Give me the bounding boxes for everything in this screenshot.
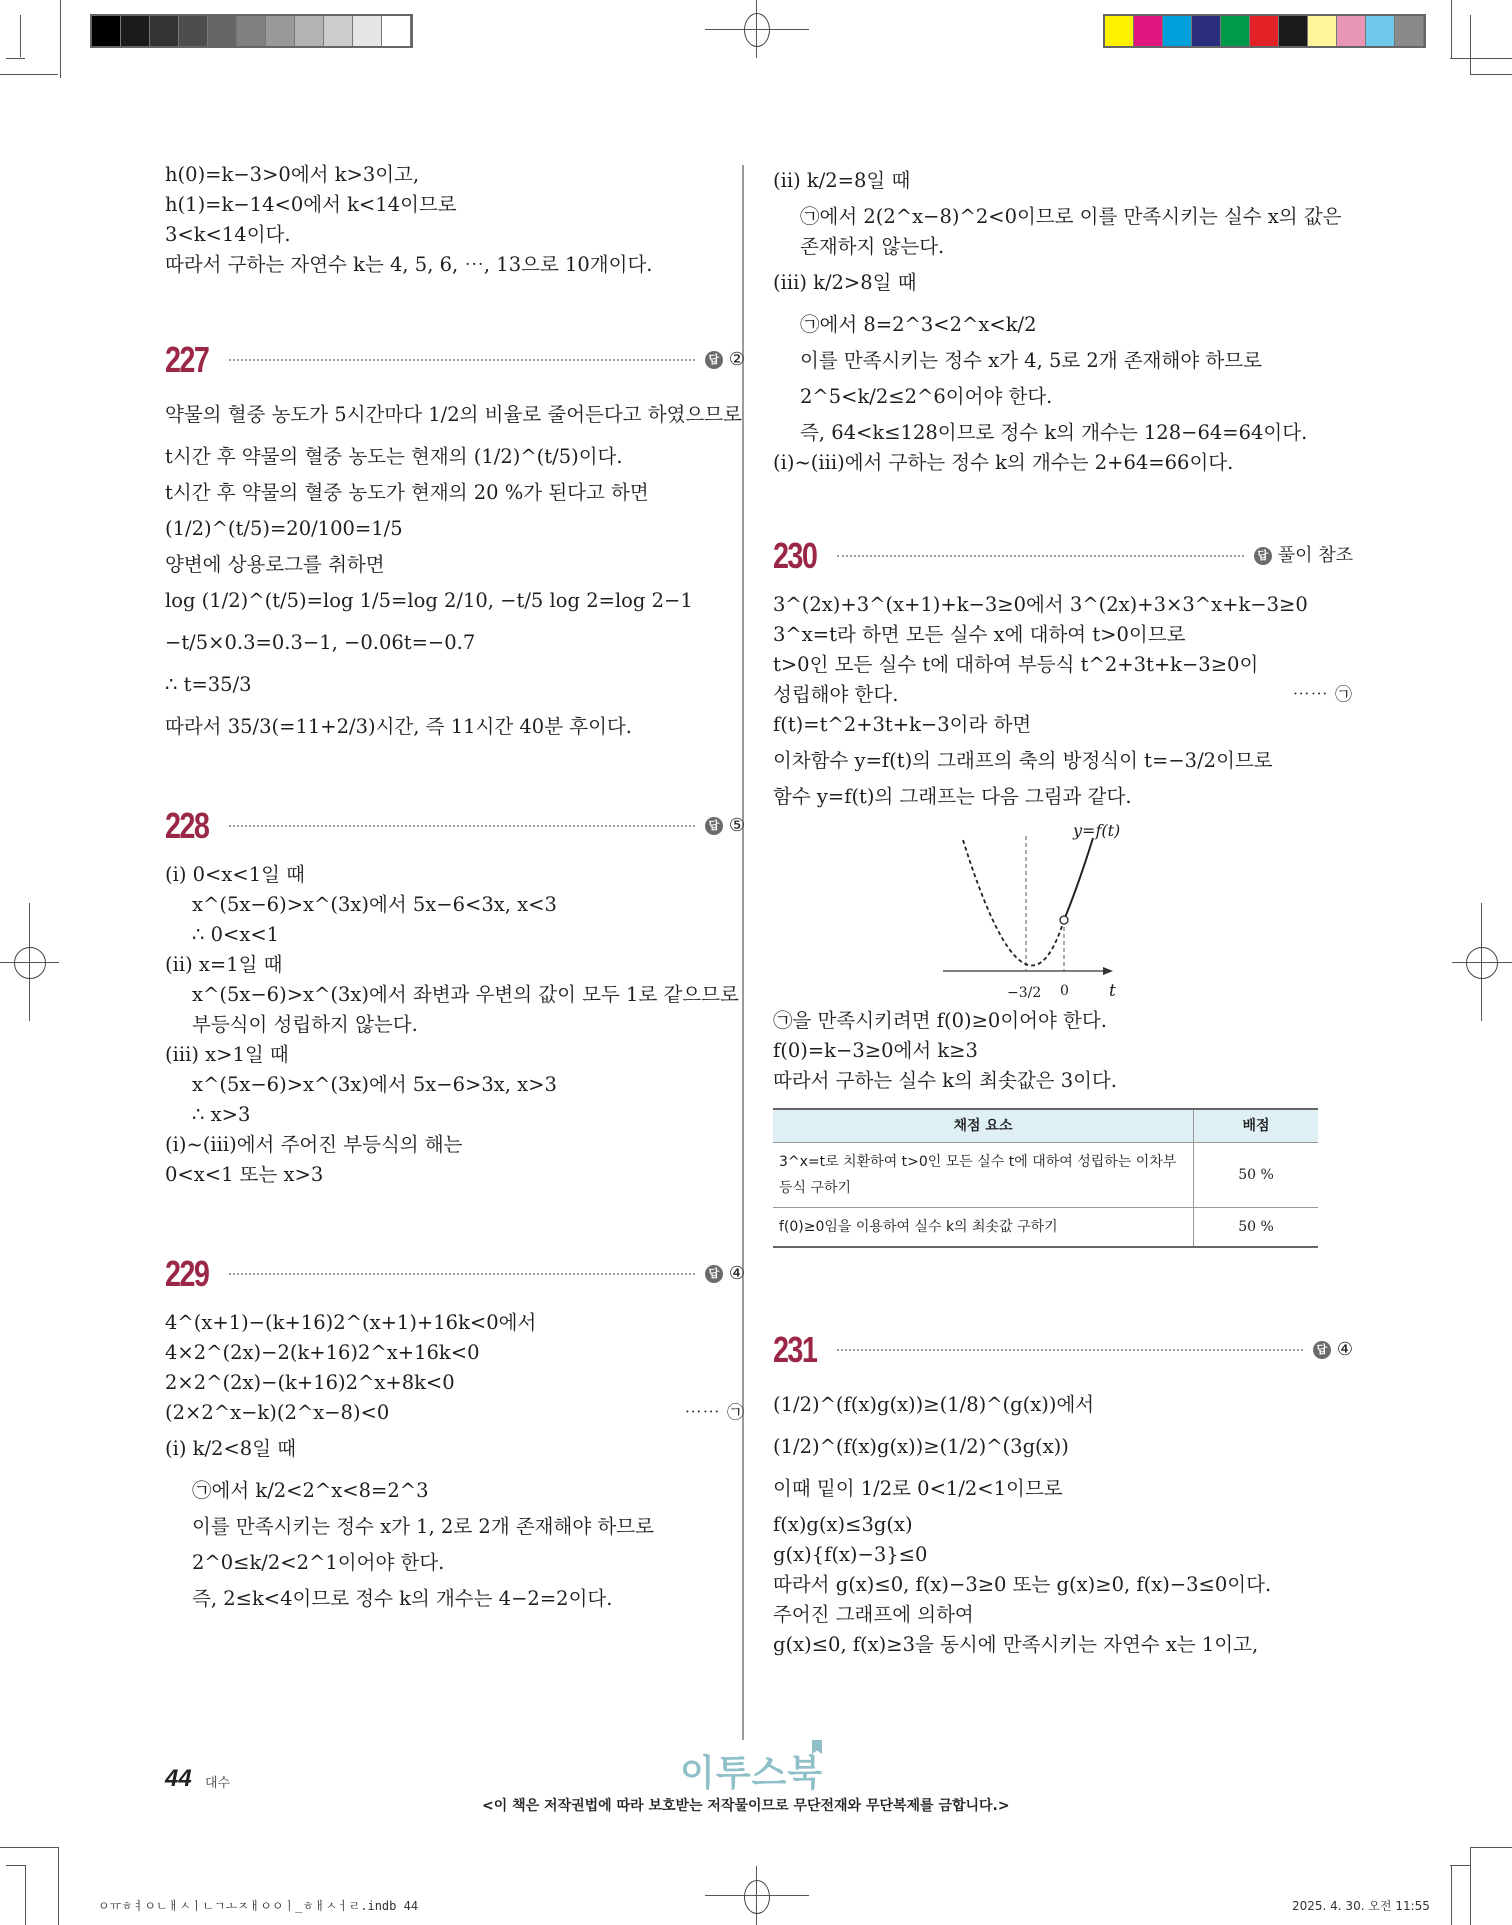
registration-circle [744,13,770,47]
text-line: t시간 후 약물의 혈중 농도가 현재의 20 %가 된다고 하면 [165,481,649,504]
crop-mark [1450,58,1512,59]
problem-number: 230 [773,535,817,576]
right-column [773,160,1353,1660]
color-swatch [1366,16,1395,46]
color-swatch [1250,16,1279,46]
text-line [773,680,1353,710]
tick-label-origin: 0 [1060,983,1069,999]
color-swatch [1279,16,1308,46]
solution-227 [165,394,745,748]
solution-229-continued [773,160,1353,478]
answer-value: ⑤ [728,815,745,836]
color-swatch [353,16,382,46]
solution-228 [165,860,745,1190]
text-line: 따라서 35/3(=11+2/3)시간, 즉 11시간 40분 후이다. [165,715,632,738]
math-line: g(x){f(x)−3}≤0 [773,1543,928,1566]
color-swatch [1192,16,1221,46]
crop-mark [6,58,25,59]
math-line: f(x)g(x)≤3g(x) [773,1513,913,1536]
dotted-leader [837,1349,1303,1351]
page-number: 44 [165,1765,192,1792]
math-line: 4^(x+1)−(k+16)2^(x+1)+16k<0에서 [165,1311,537,1334]
math-line: ㉠에서 2(2^x−8)^2<0이므로 이를 만족시키는 실수 x의 값은 [800,205,1342,228]
case-heading: (iii) x>1일 때 [165,1043,289,1066]
text-line: t>0인 모든 실수 t에 대하여 부등식 t^2+3t+k−3≥0이 [773,653,1259,676]
math-line: ㉠에서 k/2<2^x<8=2^3 [192,1479,429,1502]
math-line: −t/5×0.3=0.3−1, −0.06t=−0.7 [165,631,476,654]
left-column [165,160,745,1614]
crop-mark [1450,1865,1470,1866]
math-line: 0<x<1 또는 x>3 [165,1163,324,1186]
text-line: 이를 만족시키는 정수 x가 4, 5로 2개 존재해야 하므로 [800,349,1262,372]
math-line: 2^5<k/2≤2^6이어야 한다. [800,385,1053,408]
answer-badge [1313,1335,1353,1365]
text-line: 3<k<14이다. [165,223,291,246]
file-name: ㅇㅠㅎㅕㅇㄴㅐㅅㅣㄴㄱㅗㅈㅐㅇㅇㅣ_ㅎㅐㅅㅓㄹ.indb 44 [98,1899,419,1913]
text-line: 3^x=t라 하면 모든 실수 x에 대하여 t>0이므로 [773,623,1186,646]
text-line: 존재하지 않는다. [800,235,945,258]
color-swatch [179,16,208,46]
column-header: 채점 요소 [773,1109,1194,1143]
color-swatch [208,16,237,46]
color-swatch [150,16,179,46]
color-calibration-bar [1103,14,1426,48]
answer-badge [705,811,745,841]
math-line: log (1/2)^(t/5)=log 1/5=log 2/10, −t/5 log 2=log 2−1 [165,589,693,612]
text-line: ㉠을 만족시키려면 f(0)≥0이어야 한다. [773,1009,1107,1032]
math-line [165,1398,745,1428]
crop-mark [1470,1847,1471,1925]
problem-number: 227 [165,339,209,380]
crop-mark [1470,1847,1512,1848]
math-line: x^(5x−6)>x^(3x)에서 5x−6<3x, x<3 [192,893,557,916]
problem-header-228 [165,798,745,854]
answer-value: ④ [1336,1339,1353,1360]
math-line: (1/2)^(t/5)=20/100=1/5 [165,517,403,540]
answer-icon: 답 [705,817,723,835]
dotted-leader [229,359,695,361]
math-line: ∴ x>3 [192,1103,251,1126]
text-line: 즉, 2≤k<4이므로 정수 k의 개수는 4−2=2이다. [192,1587,613,1610]
answer-value: ② [728,349,745,370]
math-line: x^(5x−6)>x^(3x)에서 5x−6>3x, x>3 [192,1073,557,1096]
math-line: f(t)=t^2+3t+k−3이라 하면 [773,713,1032,736]
text-line: 주어진 그래프에 의하여 [773,1603,974,1626]
answer-badge [705,345,745,375]
case-heading: (ii) x=1일 때 [165,953,283,976]
text-line: 따라서 구하는 실수 k의 최솟값은 3이다. [773,1069,1117,1092]
math-line: x^(5x−6)>x^(3x)에서 좌변과 우변의 값이 모두 1로 같으므로 [192,983,739,1006]
text-line: 이때 밑이 1/2로 0<1/2<1이므로 [773,1477,1063,1500]
math-line: f(0)=k−3≥0에서 k≥3 [773,1039,978,1062]
previous-solution-continuation [165,160,745,280]
math-line: 4×2^(2x)−2(k+16)2^x+16k<0 [165,1341,480,1364]
publisher-watermark: 이투스북 [680,1753,824,1794]
problem-number: 229 [165,1253,209,1294]
text-line: 이를 만족시키는 정수 x가 1, 2로 2개 존재해야 하므로 [192,1515,654,1538]
equation: (2×2^x−k)(2^x−8)<0 [165,1401,390,1424]
answer-value: ④ [728,1263,745,1284]
crop-mark [60,0,61,78]
answer-badge [705,1259,745,1289]
crop-mark [20,15,21,57]
dotted-leader [229,825,695,827]
problem-header-229 [165,1246,745,1302]
color-swatch [121,16,150,46]
dotted-leader [837,555,1244,557]
text-line: 즉, 64<k≤128이므로 정수 k의 개수는 128−64=64이다. [800,421,1308,444]
points-cell: 50 % [1194,1208,1319,1248]
answer-icon: 답 [1313,1341,1331,1359]
color-swatch [1221,16,1250,46]
crop-mark [25,1865,26,1925]
color-swatch [1105,16,1134,46]
copyright-notice: <이 책은 저작권법에 따라 보호받는 저작물이므로 무단전재와 무단복제를 금합니다.> [482,1798,1010,1814]
math-line: ∴ 0<x<1 [192,923,280,946]
crop-mark [6,1865,25,1866]
text-line: h(0)=k−3>0에서 k>3이고, [165,163,420,186]
text-line: (i)~(iii)에서 구하는 정수 k의 개수는 2+64=66이다. [773,451,1234,474]
sentence: 성립해야 한다. [773,683,899,706]
problem-header-227 [165,332,745,388]
answer-icon: 답 [705,351,723,369]
answer-badge [1254,541,1353,571]
math-line: (1/2)^(f(x)g(x))≥(1/8)^(g(x))에서 [773,1393,1095,1416]
x-axis-label: t [1109,981,1116,1001]
color-swatch [1337,16,1366,46]
color-swatch [1134,16,1163,46]
case-heading: (iii) k/2>8일 때 [773,271,917,294]
color-swatch [1308,16,1337,46]
column-header: 배점 [1194,1109,1319,1143]
solution-231 [773,1384,1353,1660]
color-swatch [266,16,295,46]
color-swatch [324,16,353,46]
text-line: h(1)=k−14<0에서 k<14이므로 [165,193,457,216]
math-line: ∴ t=35/3 [165,673,252,696]
text-line: g(x)≤0, f(x)≥3을 동시에 만족시키는 자연수 x는 1이고, [773,1633,1259,1656]
crop-mark [58,1847,59,1925]
text-line: 부등식이 성립하지 않는다. [192,1013,418,1036]
math-line: (1/2)^(f(x)g(x))≥(1/2)^(3g(x)) [773,1435,1069,1458]
text-line: 약물의 혈중 농도가 5시간마다 1/2의 비율로 줄어든다고 하였으므로 [165,403,742,426]
answer-icon: 답 [1254,547,1272,565]
equation-marker: ⋯⋯ ㉠ [1292,685,1353,705]
problem-number: 231 [773,1329,817,1370]
registration-circle [14,947,46,979]
text-line: 이차함수 y=f(t)의 그래프의 축의 방정식이 t=−3/2이므로 [773,749,1273,772]
math-line: 3^(2x)+3^(x+1)+k−3≥0에서 3^(2x)+3×3^x+k−3≥0 [773,593,1308,616]
crop-mark [1451,0,1452,58]
problem-number: 228 [165,805,209,846]
equation-marker: ⋯⋯ ㉠ [684,1403,745,1423]
problem-header-231 [773,1322,1353,1378]
grayscale-calibration-bar [90,14,413,48]
text-line: 따라서 g(x)≤0, f(x)−3≥0 또는 g(x)≥0, f(x)−3≤0이다. [773,1573,1272,1596]
criterion-cell: f(0)≥0임을 이용하여 실수 k의 최솟값 구하기 [773,1208,1194,1248]
print-timestamp: 2025. 4. 30. 오전 11:55 [1292,1899,1430,1913]
math-line: 2×2^(2x)−(k+16)2^x+8k<0 [165,1371,455,1394]
text-line: (i)~(iii)에서 주어진 부등식의 해는 [165,1133,463,1156]
answer-icon: 답 [705,1265,723,1283]
tick-label-vertex: −3/2 [1007,985,1042,1001]
math-line: 2^0≤k/2<2^1이어야 한다. [192,1551,445,1574]
math-line: ㉠에서 8=2^3<2^x<k/2 [800,313,1037,336]
crop-mark [1451,1865,1452,1925]
registration-circle [744,1880,770,1914]
color-swatch [1395,16,1424,46]
problem-header-230 [773,528,1353,584]
color-swatch [382,16,411,46]
parabola-graph [923,816,1143,1006]
section-label: 대수 [205,1776,231,1791]
color-swatch [1163,16,1192,46]
text-line: 따라서 구하는 자연수 k는 4, 5, 6, ⋯, 13으로 10개이다. [165,253,653,276]
case-heading: (ii) k/2=8일 때 [773,169,911,192]
curve-label: y=f(t) [1073,821,1121,840]
crop-mark [0,1847,58,1848]
color-swatch [295,16,324,46]
solution-230 [773,590,1353,1248]
table-header-row [773,1109,1318,1143]
color-swatch [237,16,266,46]
answer-value: 풀이 참조 [1277,545,1353,566]
case-heading: (i) k/2<8일 때 [165,1437,297,1460]
registration-circle [1466,947,1498,979]
color-swatch [92,16,121,46]
solution-229 [165,1308,745,1614]
case-heading: (i) 0<x<1일 때 [165,863,306,886]
crop-mark [1470,15,1471,75]
crop-mark [0,74,58,75]
points-cell: 50 % [1194,1143,1319,1208]
crop-mark [1470,74,1512,75]
table-row [773,1208,1318,1248]
text-line: 함수 y=f(t)의 그래프는 다음 그림과 같다. [773,785,1132,808]
criterion-cell: 3^x=t로 치환하여 t>0인 모든 실수 t에 대하여 성립하는 이차부등식 구하기 [773,1143,1194,1208]
dotted-leader [229,1273,695,1275]
scoring-table [773,1108,1318,1248]
text-line: 양변에 상용로그를 취하면 [165,553,385,576]
text-line: t시간 후 약물의 혈중 농도는 현재의 (1/2)^(t/5)이다. [165,445,623,468]
table-row [773,1143,1318,1208]
